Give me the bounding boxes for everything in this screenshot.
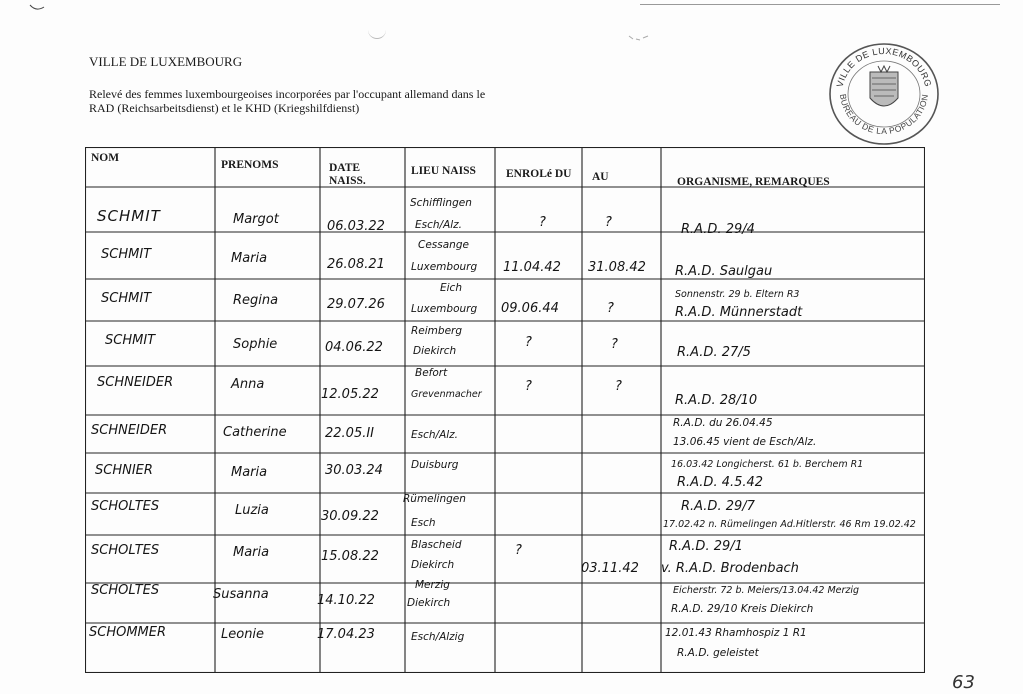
scan-mark [628, 30, 650, 40]
cell-date: 30.09.22 [321, 509, 379, 524]
cell-lieu: Reimberg [411, 325, 463, 337]
column-header-organisme: ORGANISME, REMARQUES [677, 176, 830, 188]
cell-remarque: R.A.D. 29/4 [681, 222, 755, 237]
cell-date: 30.03.24 [325, 463, 383, 478]
cell-lieu: Luxembourg [411, 261, 478, 273]
cell-remarque: R.A.D. 4.5.42 [677, 475, 764, 490]
column-header-enrole: ENROLé DU [506, 168, 572, 180]
cell-nom: SCHOLTES [91, 543, 160, 558]
cell-date: 29.07.26 [327, 297, 385, 312]
description-line: RAD (Reichsarbeitsdienst) et le KHD (Kriegshilfdienst) [89, 101, 360, 115]
cell-prenom: Sophie [233, 337, 278, 352]
cell-lieu: Eich [440, 282, 462, 294]
cell-enrole: ? [525, 379, 532, 394]
cell-prenom: Catherine [223, 425, 287, 440]
corner-scribble [28, 0, 48, 10]
cell-au: 03.11.42 [581, 561, 639, 576]
cell-nom: SCHMIT [97, 207, 161, 225]
cell-lieu: Luxembourg [411, 303, 478, 315]
cell-lieu: Esch/Alz. [415, 219, 463, 231]
cell-prenom: Maria [231, 465, 268, 480]
cell-nom: SCHNEIDER [97, 375, 174, 390]
cell-prenom: Regina [233, 293, 279, 308]
cell-enrole: ? [515, 543, 522, 558]
cell-nom: SCHMIT [101, 247, 152, 262]
cell-enrole: ? [539, 215, 546, 230]
cell-lieu: Diekirch [407, 597, 451, 609]
cell-prenom: Maria [233, 545, 270, 560]
cell-nom: SCHMIT [105, 333, 156, 348]
cell-lieu: Diekirch [411, 559, 455, 571]
cell-remarque: R.A.D. 28/10 [675, 393, 758, 408]
cell-lieu: Rümelingen [403, 493, 466, 505]
official-stamp [828, 42, 940, 146]
cell-date: 26.08.21 [327, 257, 385, 272]
cell-lieu: Blascheid [411, 539, 462, 551]
cell-enrole: 09.06.44 [501, 301, 559, 316]
document-title: VILLE DE LUXEMBOURG [89, 54, 243, 69]
cell-lieu: Cessange [418, 239, 469, 251]
page-number: 63 [952, 672, 975, 693]
cell-nom: SCHOMMER [89, 625, 167, 640]
coat-of-arms-icon [870, 66, 898, 106]
cell-remarque: 17.02.42 n. Rümelingen Ad.Hitlerstr. 46 Rm 19.02.42 [663, 519, 916, 530]
cell-remarque: R.A.D. Münnerstadt [675, 305, 803, 320]
cell-lieu: Duisburg [411, 459, 459, 471]
cell-lieu: Diekirch [413, 345, 457, 357]
column-header-date-line2: NAISS. [329, 175, 366, 187]
cell-date: 15.08.22 [321, 549, 379, 564]
stamp-top-text: VILLE DE LUXEMBOURG [834, 45, 934, 89]
cell-date: 22.05.II [325, 426, 375, 441]
cell-enrole: ? [525, 335, 532, 350]
cell-nom: SCHMIT [101, 291, 152, 306]
top-rule [640, 4, 1000, 5]
description-line: Relevé des femmes luxembourgeoises incorporées par l'occupant allemand dans le [89, 87, 486, 101]
cell-au: 31.08.42 [588, 260, 646, 275]
column-header-prenoms: PRENOMS [221, 159, 279, 171]
cell-remarque: Eicherstr. 72 b. Meiers/13.04.42 Merzig [673, 585, 860, 596]
cell-au: ? [615, 379, 622, 394]
stamp-bottom-text: BUREAU DE LA POPULATION [837, 93, 931, 137]
document-description [89, 87, 509, 115]
cell-prenom: Margot [233, 212, 279, 227]
cell-lieu: Merzig [415, 579, 450, 591]
column-header-au: AU [592, 171, 609, 183]
cell-date: 06.03.22 [327, 219, 385, 234]
cell-lieu: Esch [411, 517, 436, 529]
cell-date: 14.10.22 [317, 593, 375, 608]
cell-au: ? [611, 337, 618, 352]
cell-remarque: v. R.A.D. Brodenbach [661, 561, 799, 576]
cell-remarque: Sonnenstr. 29 b. Eltern R3 [675, 289, 800, 300]
column-header-date [329, 162, 366, 188]
cell-nom: SCHNIER [95, 463, 153, 478]
cell-remarque: R.A.D. 29/7 [681, 499, 755, 514]
cell-remarque: R.A.D. 29/10 Kreis Diekirch [671, 603, 814, 615]
cell-remarque: 12.01.43 Rhamhospiz 1 R1 [665, 627, 807, 639]
column-header-date-line1: DATE [329, 162, 361, 174]
cell-remarque: R.A.D. geleistet [677, 647, 759, 659]
column-header-nom: NOM [91, 152, 120, 164]
records-table [85, 147, 925, 673]
cell-au: ? [607, 301, 614, 316]
cell-remarque: 13.06.45 vient de Esch/Alz. [673, 436, 817, 448]
cell-prenom: Maria [231, 251, 268, 266]
column-header-lieu: LIEU NAISS [411, 165, 476, 177]
cell-prenom: Leonie [221, 627, 265, 642]
cell-lieu: Befort [415, 367, 448, 379]
cell-remarque: R.A.D. 29/1 [669, 539, 743, 554]
cell-lieu: Schifflingen [410, 197, 472, 209]
cell-date: 17.04.23 [317, 627, 375, 642]
cell-nom: SCHNEIDER [91, 423, 168, 438]
cell-lieu: Grevenmacher [411, 389, 482, 400]
cell-remarque: R.A.D. Saulgau [675, 264, 773, 279]
cell-date: 04.06.22 [325, 340, 383, 355]
cell-remarque: 16.03.42 Longicherst. 61 b. Berchem R1 [671, 459, 864, 470]
cell-prenom: Susanna [213, 587, 269, 602]
cell-au: ? [605, 215, 612, 230]
cell-nom: SCHOLTES [91, 499, 160, 514]
cell-prenom: Anna [231, 377, 265, 392]
cell-nom: SCHOLTES [91, 583, 160, 598]
cell-remarque: R.A.D. 27/5 [677, 345, 751, 360]
cell-enrole: 11.04.42 [503, 260, 561, 275]
cell-date: 12.05.22 [321, 387, 379, 402]
cell-lieu: Esch/Alz. [411, 429, 459, 441]
cell-lieu: Esch/Alzig [411, 631, 465, 643]
cell-prenom: Luzia [235, 503, 269, 518]
scan-mark [368, 30, 386, 39]
cell-remarque: R.A.D. du 26.04.45 [673, 417, 773, 429]
